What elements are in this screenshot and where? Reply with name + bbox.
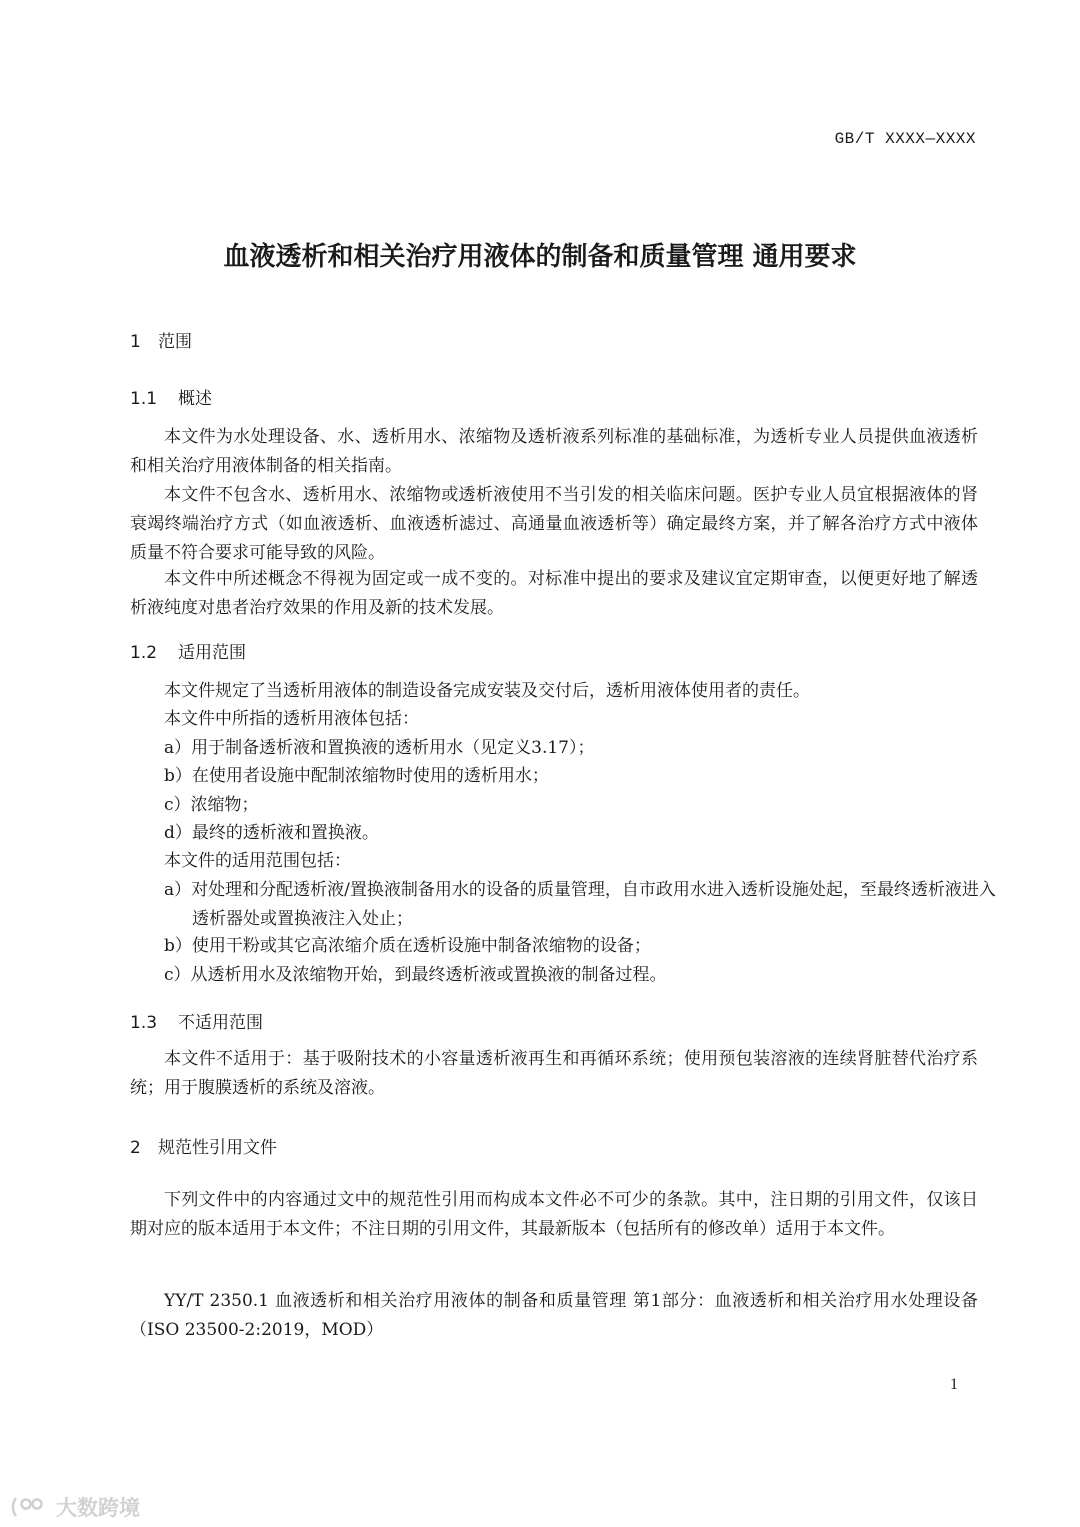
paragraph: 本文件中所指的透析用液体包括：	[164, 709, 419, 729]
section-1-1-heading	[130, 384, 212, 409]
section-number: 2	[130, 1138, 141, 1158]
section-1-2-heading	[130, 638, 246, 663]
section-number: 1	[130, 332, 141, 352]
section-1-3-heading	[130, 1008, 263, 1033]
paragraph: 下列文件中的内容通过文中的规范性引用而构成本文件必不可少的条款。其中，注日期的引用文件，仅该日期对应的版本适用于本文件；不注日期的引用文件，其最新版本（包括所有的修改单）适用于本文件。	[130, 1190, 978, 1239]
section-2-heading	[130, 1133, 277, 1158]
reference-entry: YY/T 2350.1 血液透析和相关治疗用液体的制备和质量管理 第1部分：血液透析和相关治疗用水处理设备（ISO 23500-2:2019，MOD）	[130, 1291, 978, 1340]
standard-code: GB/T XXXX—XXXX	[834, 130, 976, 148]
list-item: b）在使用者设施中配制浓缩物时使用的透析用水；	[164, 766, 549, 786]
document-title: 血液透析和相关治疗用液体的制备和质量管理 通用要求	[223, 242, 857, 272]
paragraph: 本文件中所述概念不得视为固定或一成不变的。对标准中提出的要求及建议宜定期审查，以便更好地了解透析液纯度对患者治疗效果的作用及新的技术发展。	[130, 569, 978, 618]
list-item: b）使用干粉或其它高浓缩介质在透析设施中制备浓缩物的设备；	[164, 936, 651, 956]
watermark	[10, 1492, 140, 1522]
list-item: c）浓缩物；	[164, 795, 259, 815]
section-number: 1.2	[130, 643, 158, 663]
page-number: 1	[950, 1376, 958, 1393]
section-number: 1.1	[130, 389, 158, 409]
paragraph: 本文件的适用范围包括：	[164, 851, 351, 871]
paragraph: 本文件为水处理设备、水、透析用水、浓缩物及透析液系列标准的基础标准，为透析专业人员提供血液透析和相关治疗用液体制备的相关指南。	[130, 427, 978, 476]
section-title: 规范性引用文件	[158, 1138, 277, 1158]
watermark-logo-icon	[10, 1495, 50, 1519]
list-item: c）从透析用水及浓缩物开始，到最终透析液或置换液的制备过程。	[164, 965, 667, 985]
section-number: 1.3	[130, 1013, 158, 1033]
section-title: 范围	[158, 332, 192, 352]
list-item: a）用于制备透析液和置换液的透析用水（见定义3.17）；	[164, 738, 595, 758]
paragraph: 本文件不适用于：基于吸附技术的小容量透析液再生和再循环系统；使用预包装溶液的连续肾脏替代治疗系统；用于腹膜透析的系统及溶液。	[130, 1049, 978, 1098]
list-item: d）最终的透析液和置换液。	[164, 823, 379, 843]
paragraph: 本文件规定了当透析用液体的制造设备完成安装及交付后，透析用液体使用者的责任。	[164, 681, 810, 701]
section-title: 适用范围	[178, 643, 246, 663]
section-1-heading	[130, 327, 192, 352]
paragraph: 本文件不包含水、透析用水、浓缩物或透析液使用不当引发的相关临床问题。医护专业人员宜根据液体的肾衰竭终端治疗方式（如血液透析、血液透析滤过、高通量血液透析等）确定最终方案，并了解各治疗方式中液体质量不符合要求可能导致的风险。	[130, 485, 978, 563]
section-title: 不适用范围	[178, 1013, 263, 1033]
section-title: 概述	[178, 389, 212, 409]
list-item: a）对处理和分配透析液/置换液制备用水的设备的质量管理，自市政用水进入透析设施处起，至最终透析液进入透析器处或置换液注入处止；	[164, 880, 996, 929]
watermark-text: 大数跨境	[56, 1496, 140, 1520]
